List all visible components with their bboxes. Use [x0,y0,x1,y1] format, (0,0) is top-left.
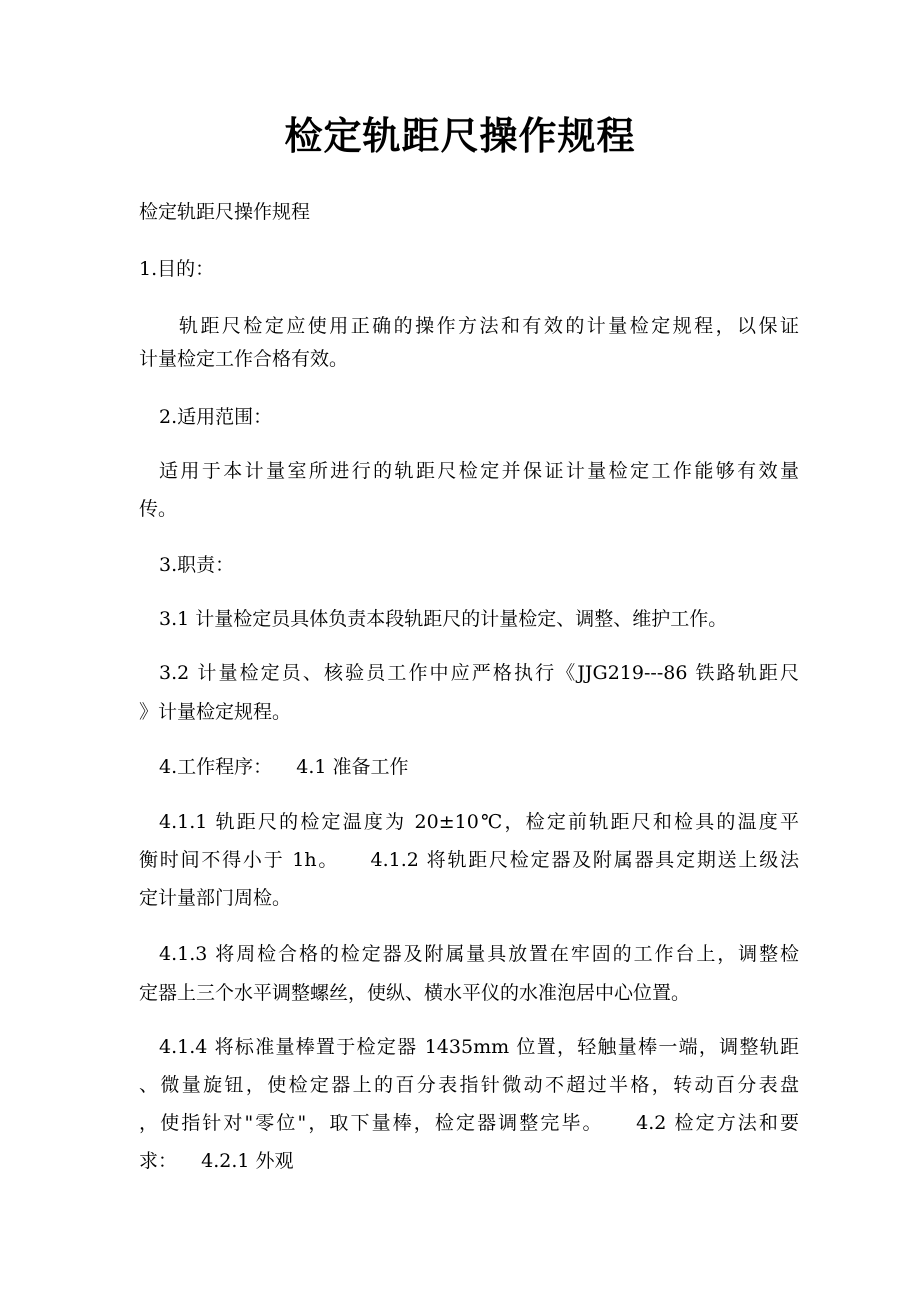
paragraph-line: 4.1.3 将周检合格的检定器及附属量具放置在牢固的工作台上，调整检 [159,943,799,965]
paragraph-line: 求： 4.2.1 外观 [139,1150,294,1172]
paragraph-line: 衡时间不得小于 1h。 4.1.2 将轨距尺检定器及附属器具定期送上级法 [139,849,799,871]
section-heading-scope: 2.适用范围： [159,406,273,428]
paragraph-line: 4.1.4 将标准量棒置于检定器 1435mm 位置，轻触量棒一端，调整轨距 [159,1036,799,1058]
paragraph-line: 计量检定工作合格有效。 [139,348,349,370]
paragraph-line: 定计量部门周检。 [139,887,292,909]
section-heading-purpose: 1.目的： [139,258,215,280]
document-title: 检定轨距尺操作规程 [284,113,636,158]
paragraph-line: ，使指针对"零位"，取下量棒，检定器调整完毕。 4.2 检定方法和要 [139,1112,799,1134]
paragraph-line: 轨距尺检定应使用正确的操作方法和有效的计量检定规程，以保证 [179,315,799,337]
paragraph-line: 传。 [139,498,178,520]
paragraph-line: 》计量检定规程。 [139,701,292,723]
section-heading-duties: 3.职责： [159,554,235,576]
paragraph-line: 、微量旋钮，使检定器上的百分表指针微动不超过半格，转动百分表盘 [139,1074,799,1096]
section-heading-procedure: 4.工作程序： 4.1 准备工作 [159,756,409,778]
paragraph-line: 适用于本计量室所进行的轨距尺检定并保证计量检定工作能够有效量 [159,460,799,482]
paragraph-line: 定器上三个水平调整螺丝，使纵、横水平仪的水准泡居中心位置。 [139,982,691,1004]
subtitle-line: 检定轨距尺操作规程 [139,201,311,223]
paragraph-line: 4.1.1 轨距尺的检定温度为 20±10℃，检定前轨距尺和检具的温度平 [159,811,799,833]
paragraph-line: 3.2 计量检定员、核验员工作中应严格执行《JJG219---86 铁路轨距尺 [159,662,799,684]
paragraph-line: 3.1 计量检定员具体负责本段轨距尺的计量检定、调整、维护工作。 [159,608,728,630]
